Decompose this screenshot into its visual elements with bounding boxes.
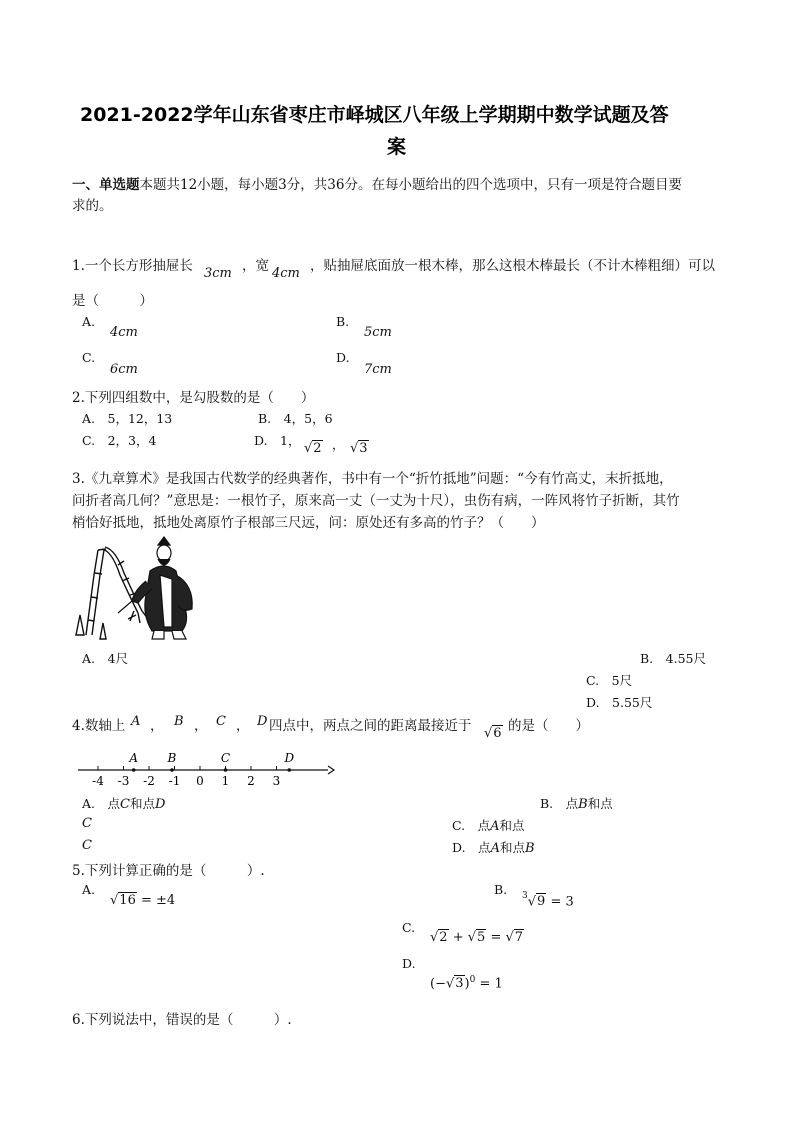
question-1-text-4: 是（ ） bbox=[72, 293, 153, 309]
q4-separator: ， bbox=[236, 718, 250, 734]
page-title: 2021-2022学年山东省枣庄市峄城区八年级上学期期中数学试题及答 bbox=[80, 104, 669, 126]
bamboo-scholar-illustration bbox=[72, 535, 202, 643]
section-text: 本题共12小题，每小题3分，共36分。在每小题给出的四个选项中，只有一项是符合题目要 bbox=[139, 177, 682, 193]
q5-option-b: $^3$√9 = 3 bbox=[522, 891, 574, 910]
number-line-tick-label: -3 bbox=[117, 774, 130, 788]
question-4-text-2: 四点中，两点之间的距离最接近于 bbox=[269, 718, 472, 734]
section-instructions-cont: 求的。 bbox=[72, 198, 113, 214]
q1-option-b: 5cm bbox=[364, 325, 392, 340]
page-title-continued: 案 bbox=[387, 136, 407, 158]
number-line-tick-label: 2 bbox=[247, 774, 255, 788]
number-line-point bbox=[170, 768, 174, 772]
question-3-line-2: 问折者高几何？”意思是：一根竹子，原来高一丈（一丈为十尺），虫伤有病，一阵风将竹子折断，其竹 bbox=[72, 493, 680, 509]
section-heading: 一、单选题 bbox=[72, 177, 140, 193]
q4-option-c: C. 点A和点 bbox=[452, 818, 525, 834]
number-line bbox=[76, 748, 336, 790]
q3-option-c: C. 5尺 bbox=[586, 673, 633, 688]
q1-option-a-label: A. bbox=[82, 314, 96, 329]
question-6-text: 6.下列说法中，错误的是（ ）. bbox=[72, 1012, 292, 1028]
q5-option-a-label: A. bbox=[82, 882, 96, 897]
q1-option-c: 6cm bbox=[110, 362, 138, 377]
number-line-point bbox=[287, 768, 291, 772]
q4-option-a: A. 点C和点D bbox=[82, 796, 166, 812]
q4-sqrt6: √6 bbox=[484, 726, 502, 741]
q1-option-b-label: B. bbox=[336, 314, 350, 329]
q4-point-d: D bbox=[257, 714, 268, 729]
question-1-text-2: ，宽 bbox=[242, 258, 269, 274]
question-1-text-3: ，贴抽屉底面放一根木棒，那么这根木棒最长（不计木棒粗细）可以 bbox=[310, 258, 715, 274]
q4-point-c: C bbox=[216, 714, 226, 729]
question-3-line-1: 3.《九章算术》是我国古代数学的经典著作，书中有一个“折竹抵地”问题：“今有竹高丈，末折抵地， bbox=[72, 471, 673, 487]
q1-option-d-label: D. bbox=[336, 350, 350, 365]
q5-option-c-label: C. bbox=[402, 920, 416, 935]
section-instructions bbox=[72, 173, 682, 193]
q4-option-c-wrap: C bbox=[82, 838, 92, 853]
question-1-text: 1.一个长方形抽屉长 bbox=[72, 258, 193, 274]
q5-option-d-label: D. bbox=[402, 956, 416, 971]
q5-option-b-label: B. bbox=[494, 882, 508, 897]
question-3-line-3: 梢恰好抵地，抵地处离原竹子根部三尺远，问：原处还有多高的竹子？（ ） bbox=[72, 515, 545, 531]
number-line-tick-label: -2 bbox=[143, 774, 155, 788]
q4-option-d: D. 点A和点B bbox=[452, 840, 535, 856]
q5-option-c: √2 + √5 = √7 bbox=[430, 930, 524, 945]
q5-option-d: $(-√3)^0 = 1$ bbox=[430, 975, 503, 992]
number-line-point-label: D bbox=[284, 751, 295, 765]
q1-length: 3cm bbox=[204, 266, 232, 281]
q2-option-d-comma: ， bbox=[332, 437, 345, 452]
number-line-point-label: C bbox=[220, 751, 231, 765]
q1-option-c-label: C. bbox=[82, 350, 96, 365]
q2-option-a: A. 5，12，13 bbox=[82, 411, 173, 426]
q2-option-b: B. 4，5，6 bbox=[258, 411, 333, 426]
q3-option-d: D. 5.55尺 bbox=[586, 695, 653, 710]
q4-option-b: B. 点B和点 bbox=[540, 796, 613, 812]
q1-width: 4cm bbox=[272, 266, 300, 281]
question-2-text: 2.下列四组数中，是勾股数的是（ ） bbox=[72, 390, 315, 406]
number-line-tick-label: -4 bbox=[92, 774, 104, 788]
q4-separator: ， bbox=[194, 718, 208, 734]
question-4-text: 4.数轴上 bbox=[72, 718, 126, 734]
q2-option-d-sqrt3: √3 bbox=[350, 441, 368, 456]
number-line-point bbox=[132, 768, 136, 772]
q3-option-a: A. 4尺 bbox=[82, 651, 128, 666]
number-line-point bbox=[224, 768, 228, 772]
q4-option-a-wrap: C bbox=[82, 816, 92, 831]
number-line-tick-label: 3 bbox=[272, 774, 281, 788]
q1-option-d: 7cm bbox=[364, 362, 392, 377]
q2-option-c: C. 2，3，4 bbox=[82, 433, 157, 448]
q5-option-a: √16 = ±4 bbox=[110, 893, 176, 908]
number-line-tick-label: 0 bbox=[196, 774, 204, 788]
number-line-tick-label: 1 bbox=[221, 774, 230, 788]
number-line-tick-label: -1 bbox=[168, 774, 181, 788]
q4-separator: ， bbox=[150, 718, 164, 734]
question-4-text-3: 的是（ ） bbox=[508, 718, 589, 734]
number-line-arrow bbox=[328, 766, 334, 774]
q3-option-b: B. 4.55尺 bbox=[640, 651, 706, 666]
q4-point-a: A bbox=[131, 714, 141, 729]
q1-option-a: 4cm bbox=[110, 325, 138, 340]
q4-point-b: B bbox=[174, 714, 184, 729]
q2-option-d: D. 1， bbox=[254, 433, 301, 448]
number-line-point-label: A bbox=[129, 751, 139, 765]
question-5-text: 5.下列计算正确的是（ ）. bbox=[72, 863, 265, 879]
number-line-point-label: B bbox=[167, 751, 177, 765]
q2-option-d-sqrt2: √2 bbox=[304, 441, 322, 456]
